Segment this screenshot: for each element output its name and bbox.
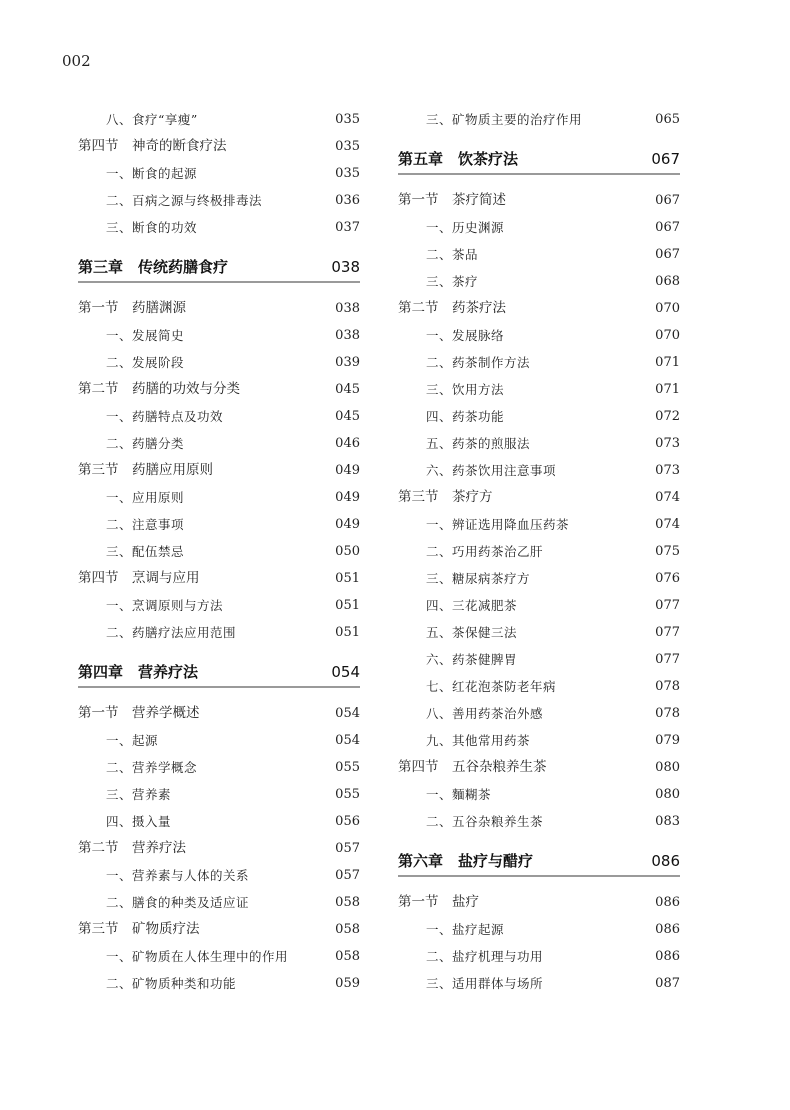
entry-page-number: 055 [335,760,360,775]
subsection-title: 一、麵糊茶 [426,787,492,802]
toc-subsection-entry [78,160,360,187]
subsection-title: 八、食疗“享瘦” [106,112,198,127]
entry-page-number: 036 [335,193,360,208]
subsection-title: 五、药茶的煎服法 [426,436,531,451]
entry-page-number: 072 [655,409,680,424]
entry-page-number: 058 [335,895,360,910]
entry-page-number: 055 [335,787,360,802]
chapter-title: 第四章 营养疗法 [78,663,199,681]
subsection-title: 二、膳食的种类及适应证 [106,895,250,910]
entry-page-number: 077 [655,652,680,667]
entry-page-number: 038 [335,301,360,316]
toc-subsection-entry [78,484,360,511]
subsection-title: 一、营养素与人体的关系 [106,868,250,883]
entry-page-number: 070 [655,328,680,343]
section-title: 第二节 药茶疗法 [398,300,506,316]
entry-page-number: 045 [335,382,360,397]
toc-subsection-entry [398,727,680,754]
entry-page-number: 073 [655,436,680,451]
entry-page-number: 075 [655,544,680,559]
subsection-title: 一、发展脉络 [426,328,505,343]
toc-subsection-entry [78,349,360,376]
entry-page-number: 080 [655,760,680,775]
entry-page-number: 068 [655,274,680,289]
chapter-title: 第三章 传统药膳食疗 [78,258,229,276]
chapter-rule [78,255,360,283]
entry-page-number: 045 [335,409,360,424]
section-title: 第二节 营养疗法 [78,840,186,856]
subsection-title: 二、药膳疗法应用范围 [106,625,237,640]
entry-page-number: 049 [335,490,360,505]
subsection-title: 三、配伍禁忌 [106,544,185,559]
toc-subsection-entry [398,781,680,808]
toc-section-entry [78,565,360,592]
entry-page-number: 076 [655,571,680,586]
chapter-rule [398,849,680,877]
toc-section-entry [398,295,680,322]
toc-section-entry [78,457,360,484]
subsection-title: 二、发展阶段 [106,355,185,370]
entry-page-number: 074 [655,490,680,505]
toc-subsection-entry [398,322,680,349]
entry-page-number: 067 [655,247,680,262]
toc-section-entry [398,484,680,511]
section-title: 第四节 烹调与应用 [78,570,200,586]
toc-subsection-entry [78,808,360,835]
toc-subsection-entry [398,943,680,970]
toc-section-entry [398,754,680,781]
toc-subsection-entry [398,511,680,538]
chapter-rule [78,660,360,688]
toc-section-entry [78,295,360,322]
section-title: 第一节 药膳渊源 [78,300,186,316]
subsection-title: 八、善用药茶治外感 [426,706,544,721]
subsection-title: 一、起源 [106,733,159,748]
section-title: 第四节 五谷杂粮养生茶 [398,759,547,775]
subsection-title: 二、药膳分类 [106,436,185,451]
entry-page-number: 071 [655,382,680,397]
entry-page-number: 086 [655,895,680,910]
toc-subsection-entry [398,241,680,268]
chapter-page-number: 054 [331,663,360,681]
entry-page-number: 073 [655,463,680,478]
toc-left-column [78,106,360,997]
toc-subsection-entry [78,862,360,889]
subsection-title: 二、茶品 [426,247,479,262]
entry-page-number: 050 [335,544,360,559]
section-title: 第三节 矿物质疗法 [78,921,200,937]
toc-subsection-entry [398,403,680,430]
entry-page-number: 077 [655,625,680,640]
toc-subsection-entry [78,943,360,970]
subsection-title: 二、巧用药茶治乙肝 [426,544,544,559]
toc-subsection-entry [398,106,680,133]
entry-page-number: 059 [335,976,360,991]
subsection-title: 三、矿物质主要的治疗作用 [426,112,583,127]
section-title: 第一节 盐疗 [398,894,479,910]
entry-page-number: 035 [335,112,360,127]
toc-chapter-heading [78,646,360,700]
toc-chapter-heading [78,241,360,295]
subsection-title: 三、营养素 [106,787,172,802]
entry-page-number: 067 [655,193,680,208]
entry-page-number: 057 [335,868,360,883]
entry-page-number: 071 [655,355,680,370]
toc-subsection-entry [78,430,360,457]
toc-subsection-entry [78,322,360,349]
toc-subsection-entry [398,970,680,997]
subsection-title: 四、药茶功能 [426,409,505,424]
toc-subsection-entry [398,646,680,673]
toc-subsection-entry [78,781,360,808]
entry-page-number: 086 [655,922,680,937]
subsection-title: 一、应用原则 [106,490,185,505]
subsection-title: 一、盐疗起源 [426,922,505,937]
subsection-title: 一、药膳特点及功效 [106,409,224,424]
toc-subsection-entry [78,619,360,646]
entry-page-number: 035 [335,139,360,154]
subsection-title: 四、摄入量 [106,814,172,829]
toc-chapter-heading [398,835,680,889]
subsection-title: 六、药茶健脾胃 [426,652,518,667]
toc-subsection-entry [398,673,680,700]
toc-subsection-entry [78,727,360,754]
page-number: 002 [62,52,91,70]
subsection-title: 二、五谷杂粮养生茶 [426,814,544,829]
entry-page-number: 074 [655,517,680,532]
toc-section-entry [78,916,360,943]
toc-subsection-entry [78,511,360,538]
subsection-title: 一、辨证选用降血压药茶 [426,517,570,532]
toc-subsection-entry [78,538,360,565]
toc-subsection-entry [398,349,680,376]
toc-subsection-entry [78,889,360,916]
chapter-page-number: 038 [331,258,360,276]
subsection-title: 二、药茶制作方法 [426,355,531,370]
toc-section-entry [78,133,360,160]
subsection-title: 三、断食的功效 [106,220,198,235]
entry-page-number: 054 [335,706,360,721]
section-title: 第四节 神奇的断食疗法 [78,138,227,154]
toc-section-entry [398,187,680,214]
entry-page-number: 035 [335,166,360,181]
toc-section-entry [78,376,360,403]
subsection-title: 一、断食的起源 [106,166,198,181]
entry-page-number: 051 [335,625,360,640]
toc-section-entry [78,700,360,727]
toc-subsection-entry [398,457,680,484]
subsection-title: 六、药茶饮用注意事项 [426,463,557,478]
chapter-rule [398,147,680,175]
entry-page-number: 067 [655,220,680,235]
chapter-title: 第五章 饮茶疗法 [398,150,519,168]
toc-subsection-entry [398,808,680,835]
entry-page-number: 078 [655,706,680,721]
subsection-title: 一、发展简史 [106,328,185,343]
toc-subsection-entry [78,754,360,781]
subsection-title: 四、三花减肥茶 [426,598,518,613]
toc-subsection-entry [398,592,680,619]
entry-page-number: 057 [335,841,360,856]
toc-subsection-entry [78,970,360,997]
entry-page-number: 080 [655,787,680,802]
subsection-title: 二、注意事项 [106,517,185,532]
toc-chapter-heading [398,133,680,187]
section-title: 第三节 茶疗方 [398,489,493,505]
entry-page-number: 051 [335,598,360,613]
entry-page-number: 058 [335,922,360,937]
entry-page-number: 039 [335,355,360,370]
toc-subsection-entry [398,565,680,592]
entry-page-number: 086 [655,949,680,964]
subsection-title: 一、烹调原则与方法 [106,598,224,613]
toc-subsection-entry [398,916,680,943]
toc-right-column [398,106,680,997]
toc-subsection-entry [398,268,680,295]
subsection-title: 一、矿物质在人体生理中的作用 [106,949,289,964]
section-title: 第三节 药膳应用原则 [78,462,213,478]
section-title: 第一节 茶疗简述 [398,192,506,208]
subsection-title: 一、历史渊源 [426,220,505,235]
entry-page-number: 070 [655,301,680,316]
entry-page-number: 054 [335,733,360,748]
toc-section-entry [78,835,360,862]
subsection-title: 二、盐疗机理与功用 [426,949,544,964]
subsection-title: 九、其他常用药茶 [426,733,531,748]
entry-page-number: 078 [655,679,680,694]
entry-page-number: 077 [655,598,680,613]
chapter-page-number: 067 [651,150,680,168]
section-title: 第二节 药膳的功效与分类 [78,381,240,397]
entry-page-number: 049 [335,517,360,532]
section-title: 第一节 营养学概述 [78,705,200,721]
entry-page-number: 051 [335,571,360,586]
toc-subsection-entry [398,430,680,457]
chapter-title: 第六章 盐疗与醋疗 [398,852,534,870]
subsection-title: 二、百病之源与终极排毒法 [106,193,263,208]
entry-page-number: 058 [335,949,360,964]
toc-subsection-entry [398,700,680,727]
toc-subsection-entry [78,403,360,430]
toc-subsection-entry [78,187,360,214]
toc-section-entry [398,889,680,916]
entry-page-number: 037 [335,220,360,235]
subsection-title: 五、茶保健三法 [426,625,518,640]
subsection-title: 三、茶疗 [426,274,479,289]
subsection-title: 三、适用群体与场所 [426,976,544,991]
subsection-title: 三、糖尿病茶疗方 [426,571,531,586]
entry-page-number: 046 [335,436,360,451]
entry-page-number: 079 [655,733,680,748]
entry-page-number: 038 [335,328,360,343]
toc-subsection-entry [78,106,360,133]
toc-subsection-entry [398,538,680,565]
entry-page-number: 049 [335,463,360,478]
entry-page-number: 083 [655,814,680,829]
entry-page-number: 056 [335,814,360,829]
subsection-title: 三、饮用方法 [426,382,505,397]
entry-page-number: 065 [655,112,680,127]
toc-subsection-entry [398,376,680,403]
toc-subsection-entry [78,592,360,619]
toc-subsection-entry [398,214,680,241]
chapter-page-number: 086 [651,852,680,870]
toc-subsection-entry [78,214,360,241]
subsection-title: 七、红花泡茶防老年病 [426,679,557,694]
subsection-title: 二、营养学概念 [106,760,198,775]
entry-page-number: 087 [655,976,680,991]
toc-subsection-entry [398,619,680,646]
subsection-title: 二、矿物质种类和功能 [106,976,237,991]
